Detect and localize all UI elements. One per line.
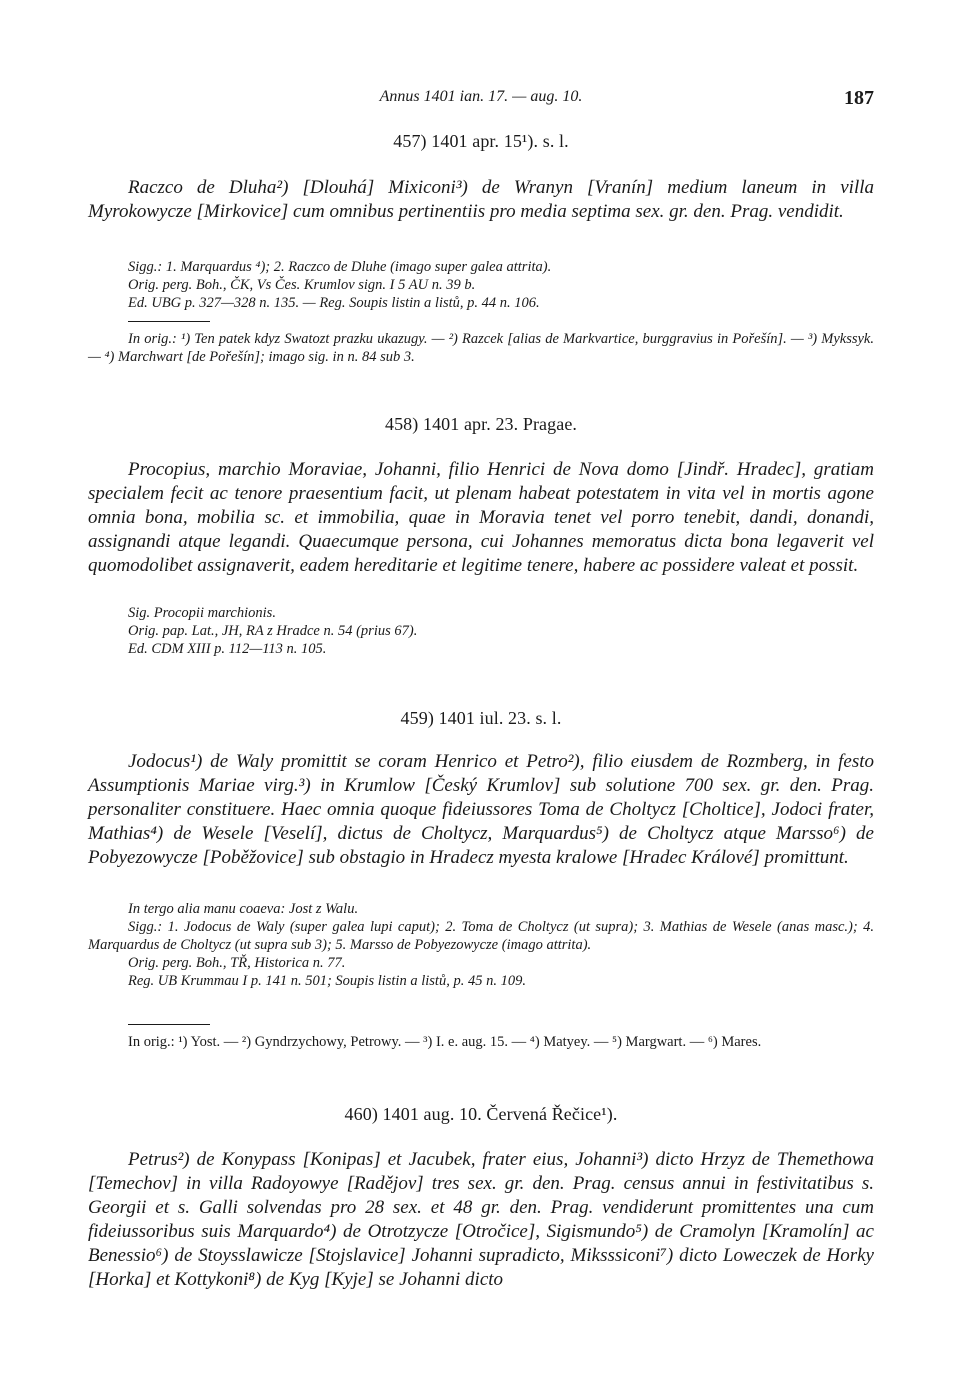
entry-regest: Raczco de Dluha²) [Dlouhá] Mixiconi³) de Wranyn [Vranín] medium laneum in villa Myrokowycze [Mirkovice] cum omnibus pertinentiis pro media septima sex. gr. den. Prag. vendidit. xyxy=(88,177,874,222)
entry-460-regest-block xyxy=(88,1148,874,1292)
entry-459-footnotes xyxy=(88,1033,874,1051)
seal-note: Sig. Procopii marchionis. xyxy=(128,605,276,621)
entry-460 xyxy=(88,1104,874,1125)
entry-regest: Jodocus¹) de Waly promittit se coram Henrico et Petro²), filio eiusdem de Rozmberg, in festo Assumptionis Mariae virg.³) in Krumlow [Český Krumlov] sub solutione 700 sex. gr. den. Prag. personaliter constituere. Haec omnia quoque fideiussores Toma de Choltycz [Choltice], Jodoci frater, Mathias⁴) de Wesele [Veselí], dictus de Choltycz, Marquardus⁵) de Choltycz atque Marsso⁶) de Pobyezowycze [Poběžovice] sub obstagio in Hradecz myesta kralowe [Hradec Králové] promittunt. xyxy=(88,751,874,868)
entry-heading: 457) 1401 apr. 15¹). s. l. xyxy=(393,131,569,151)
entry-heading: 458) 1401 apr. 23. Pragae. xyxy=(384,414,578,434)
original-note: Orig. perg. Boh., ČK, Vs Čes. Krumlov sign. I 5 AU n. 39 b. xyxy=(128,277,476,293)
entry-regest: Petrus²) de Konypass [Konipas] et Jacubek, frater eius, Johanni³) dicto Hrzyz de Themethowa [Temechov] in villa Radoyowye [Radějov] tres sex. gr. den. Prag. census annui in festivitatibus s. Georgii et s. Galli solvendas pro 28 sex. et 48 gr. den. Prag. vendiderunt promittentes una cum fideiussoribus suis Marquardo⁴) de Otrotzycze [Otročice], Sigismundo⁵) de Cramolyn [Kramolín] ac Benessio⁶) de Stoysslawicze [Stojslavice] Johanni supradicto, Miksssiconi⁷) dicto Loweczek de Horky [Horka] et Kottykoni⁸) de Kyg [Kyje] se Johanni dicto xyxy=(88,1149,874,1290)
footnotes: In orig.: ¹) Yost. — ²) Gyndrzychowy, Petrowy. — ³) I. e. aug. 15. — ⁴) Matyey. — ⁵) Margwart. — ⁶) Mares. xyxy=(128,1034,762,1050)
entry-457 xyxy=(88,131,874,152)
entry-458-notes xyxy=(88,604,874,658)
seal-note: Sigg.: 1. Jodocus de Waly (super galea lupi caput); 2. Toma de Choltycz (ut supra); 3. Mathias de Wesele (anas masc.); 4. Marquardus de Choltycz (ut supra sub 3); 5. Marsso de Pobyezowycze (imago attrita). xyxy=(88,919,874,953)
entry-459-rule xyxy=(88,1024,874,1025)
original-note: Orig. perg. Boh., TŘ, Historica n. 77. xyxy=(128,955,346,971)
footnotes: In orig.: ¹) Ten patek kdyz Swatozt prazku ukazugy. — ²) Razcek [alias de Markvartice, burggravius in Pořešín]. — ³) Mykssyk. — ⁴) Marchwart [de Pořešín]; imago sig. in n. 84 sub 3. xyxy=(88,331,874,365)
footnote-divider xyxy=(128,321,210,322)
seal-note: Sigg.: 1. Marquardus ⁴); 2. Raczco de Dluhe (imago super galea attrita). xyxy=(128,259,552,275)
entry-regest: Procopius, marchio Moraviae, Johanni, filio Henrici de Nova domo [Jindř. Hradec], gratiam specialem fecit ac tenore praesentium facit, ut plenam habeat potestatem in vita vel in mortis agone omnia bona, mobilia sc. et immobilia, quae in Moravia tenet vel porro tenebit, dandi, donandi, assignandi atque legandi. Quaecumque persona, cui Johannes memoratus dicta bona legaverit vel quomodolibet assignaverit, eadem hereditarie et legitime tenere, habere ac possidere valeat et possit. xyxy=(88,459,874,576)
entry-457-rule xyxy=(88,321,874,322)
dorsal-note: In tergo alia manu coaeva: Jost z Walu. xyxy=(128,901,359,917)
entry-457-regest-block xyxy=(88,176,874,224)
entry-458-regest-block xyxy=(88,458,874,578)
entry-heading: 460) 1401 aug. 10. Červená Řečice¹). xyxy=(344,1104,618,1124)
page-number: 187 xyxy=(844,87,874,109)
entry-459 xyxy=(88,708,874,729)
entry-457-footnotes xyxy=(88,330,874,366)
entry-458 xyxy=(88,414,874,435)
entry-459-notes xyxy=(88,900,874,990)
regest-note: Reg. UB Krummau I p. 141 n. 501; Soupis listin a listů, p. 45 n. 109. xyxy=(128,973,526,989)
running-head xyxy=(88,88,874,110)
entry-457-notes xyxy=(88,258,874,312)
footnote-divider xyxy=(128,1024,210,1025)
running-head-title: Annus 1401 ian. 17. — aug. 10. xyxy=(379,88,583,105)
edition-note: Ed. UBG p. 327—328 n. 135. — Reg. Soupis listin a listů, p. 44 n. 106. xyxy=(128,295,540,311)
original-note: Orig. pap. Lat., JH, RA z Hradce n. 54 (prius 67). xyxy=(128,623,418,639)
edition-note: Ed. CDM XIII p. 112—113 n. 105. xyxy=(128,641,327,657)
entry-459-regest-block xyxy=(88,750,874,870)
entry-heading: 459) 1401 iul. 23. s. l. xyxy=(400,708,562,728)
